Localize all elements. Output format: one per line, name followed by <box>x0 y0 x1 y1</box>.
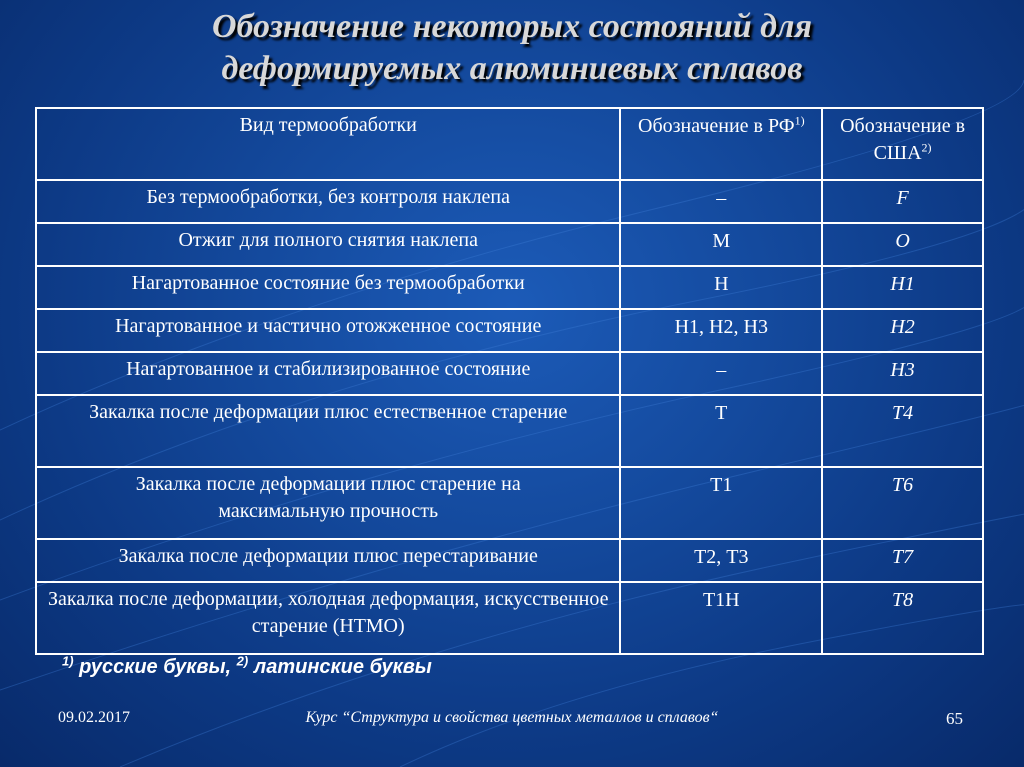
table-row <box>36 395 983 467</box>
header-rf-designation: Обозначение в РФ$^{1)}$ <box>620 108 822 180</box>
page-title <box>0 6 1024 90</box>
cell-rf: Т <box>620 395 822 467</box>
footnote-text-2: латинские буквы <box>253 656 432 678</box>
footnote <box>62 653 432 679</box>
header-rf-footnote-mark: 1) <box>794 113 805 128</box>
footnote-text-1: русские буквы, <box>79 656 232 678</box>
cell-rf: – <box>620 352 822 395</box>
table-row <box>36 309 983 352</box>
table-header-row <box>36 108 983 180</box>
cell-usa: H3 <box>822 352 983 395</box>
cell-treatment: Закалка после деформации плюс естественное старение <box>36 395 620 467</box>
footnote-mark-1: 1) <box>62 653 74 669</box>
cell-usa: H2 <box>822 309 983 352</box>
cell-usa: F <box>822 180 983 223</box>
designation-table <box>35 107 984 655</box>
cell-treatment: Нагартованное состояние без термообработки <box>36 266 620 309</box>
table-row <box>36 539 983 582</box>
cell-usa: T8 <box>822 582 983 654</box>
cell-rf: Т2, Т3 <box>620 539 822 582</box>
cell-usa: T7 <box>822 539 983 582</box>
cell-rf: Т1Н <box>620 582 822 654</box>
cell-rf: Н <box>620 266 822 309</box>
cell-treatment: Без термообработки, без контроля наклепа <box>36 180 620 223</box>
cell-usa: H1 <box>822 266 983 309</box>
header-usa-footnote-mark: 2) <box>921 140 932 155</box>
footer-date: 09.02.2017 <box>58 709 130 726</box>
table-row <box>36 266 983 309</box>
cell-rf: Т1 <box>620 467 822 539</box>
table-row <box>36 467 983 539</box>
table-row <box>36 180 983 223</box>
cell-usa: O <box>822 223 983 266</box>
table-row <box>36 352 983 395</box>
cell-usa: T6 <box>822 467 983 539</box>
cell-treatment: Отжиг для полного снятия наклепа <box>36 223 620 266</box>
footnote-mark-2: 2) <box>236 653 249 669</box>
header-usa-designation: Обозначение в США$^{2)}$ <box>822 108 983 180</box>
cell-treatment: Закалка после деформации плюс перестаривание <box>36 539 620 582</box>
title-line-2: деформируемых алюминиевых сплавов <box>221 50 803 87</box>
cell-rf: М <box>620 223 822 266</box>
footer-course: Курс “Структура и свойства цветных металлов и сплавов“ <box>305 709 719 726</box>
header-treatment-type: Вид термообработки <box>36 108 620 180</box>
cell-rf: Н1, Н2, Н3 <box>620 309 822 352</box>
title-line-1: Обозначение некоторых состояний для <box>211 8 813 45</box>
cell-treatment: Нагартованное и частично отожженное состояние <box>36 309 620 352</box>
footer-page-number: 65 <box>946 709 963 728</box>
cell-usa: T4 <box>822 395 983 467</box>
cell-treatment: Закалка после деформации, холодная деформация, искусственное старение (НТМО) <box>36 582 620 654</box>
cell-treatment: Нагартованное и стабилизированное состояние <box>36 352 620 395</box>
table-row <box>36 223 983 266</box>
table-row <box>36 582 983 654</box>
cell-rf: – <box>620 180 822 223</box>
cell-treatment: Закалка после деформации плюс старение на максимальную прочность <box>36 467 620 539</box>
